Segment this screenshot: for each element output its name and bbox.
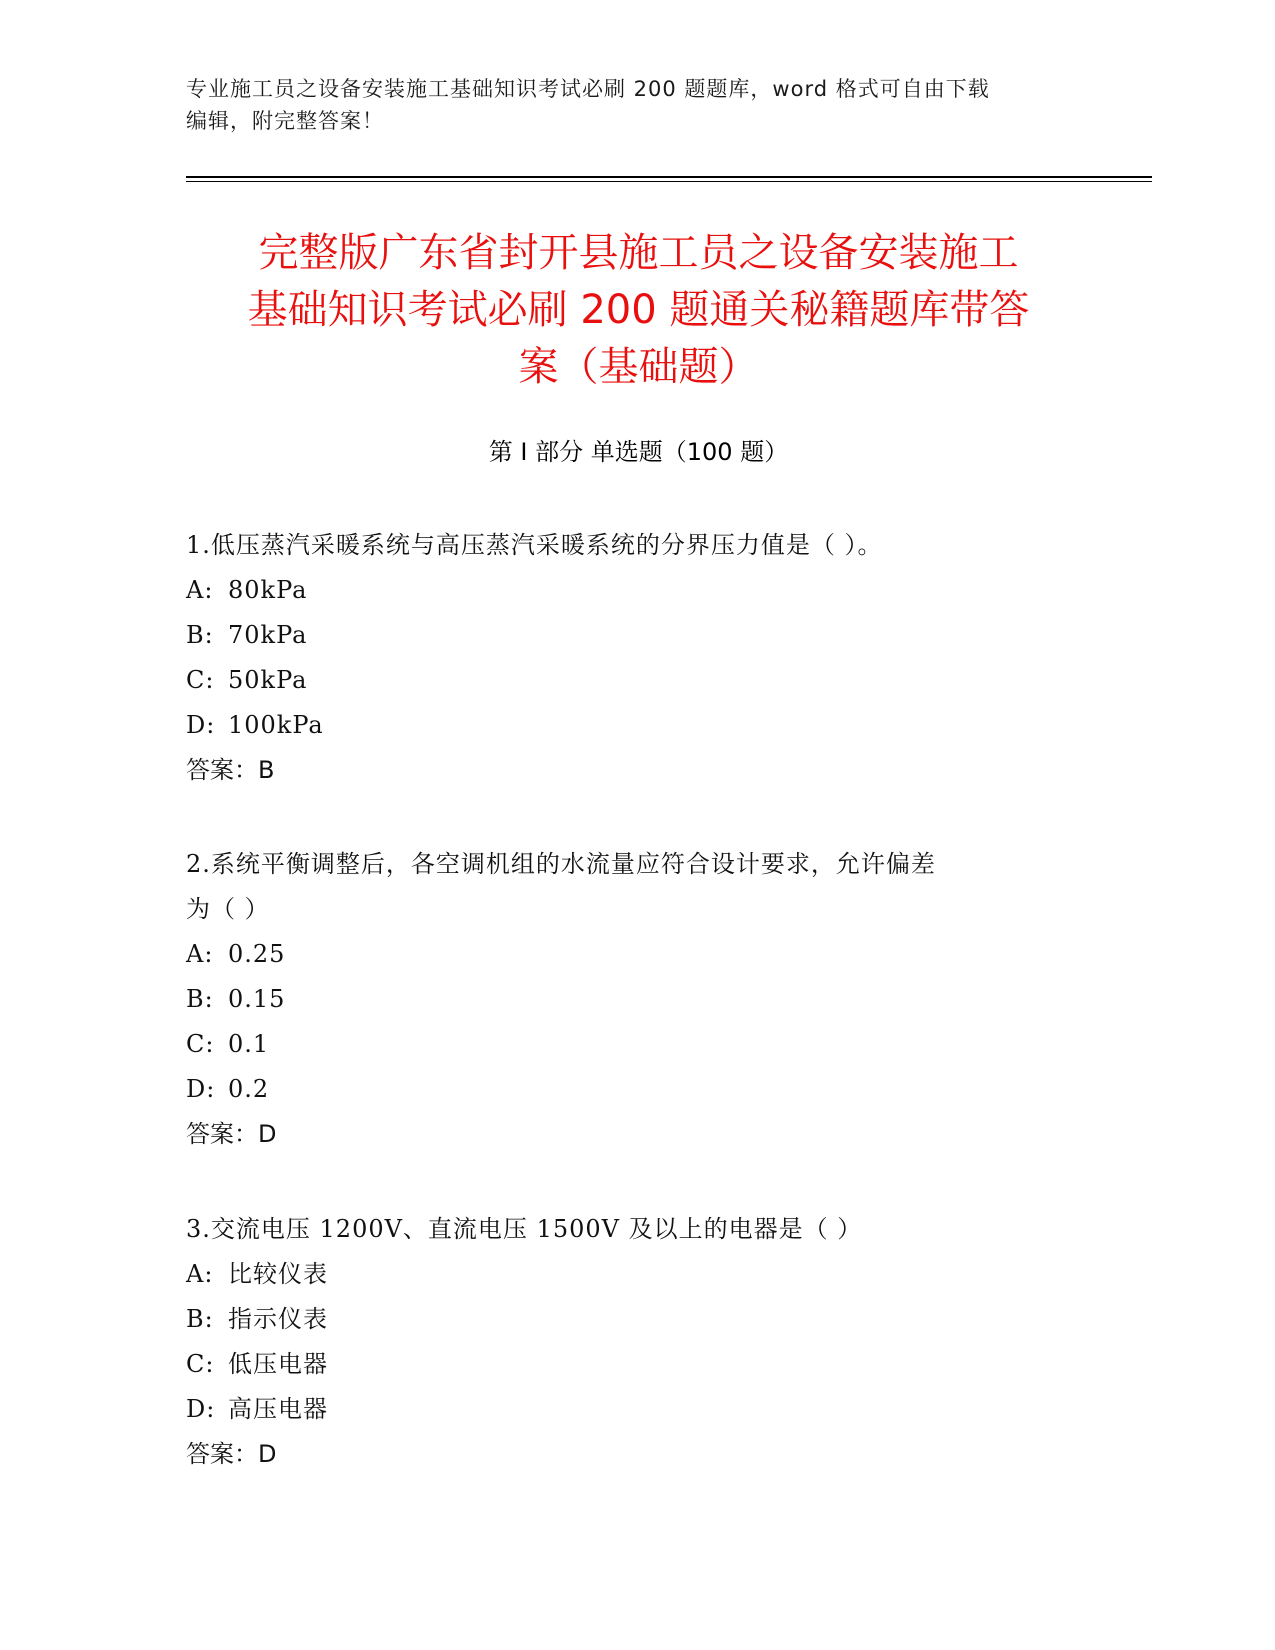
question-2-text-line-2: 为（ ） bbox=[186, 895, 270, 923]
option-text: 50kPa bbox=[228, 666, 308, 694]
option-letter: D: bbox=[186, 711, 216, 739]
option-letter: A: bbox=[186, 1260, 214, 1288]
option-letter: C: bbox=[186, 1030, 215, 1058]
option-letter: C: bbox=[186, 666, 215, 694]
question-3-option-c bbox=[186, 1342, 1066, 1387]
option-text: 0.25 bbox=[228, 940, 286, 968]
document-title-line-3: 案（基础题） bbox=[518, 344, 759, 390]
question-3-text: 3.交流电压 1200V、直流电压 1500V 及以上的电器是（ ） bbox=[186, 1215, 863, 1243]
document-title-line-1: 完整版广东省封开县施工员之设备安装施工 bbox=[258, 230, 1019, 276]
option-text: 80kPa bbox=[228, 576, 308, 604]
option-letter: D: bbox=[186, 1395, 216, 1423]
question-3 bbox=[186, 1207, 1066, 1477]
document-title bbox=[186, 225, 1091, 396]
option-text: 高压电器 bbox=[228, 1395, 328, 1423]
section-title: 第 I 部分 单选题（100 题） bbox=[488, 438, 789, 466]
question-1-option-b bbox=[186, 613, 1066, 658]
question-2-option-d bbox=[186, 1067, 1066, 1112]
option-text: 70kPa bbox=[228, 621, 308, 649]
header-divider-thin bbox=[186, 181, 1152, 182]
option-letter: A: bbox=[186, 576, 214, 604]
header-note-line-1: 专业施工员之设备安装施工基础知识考试必刷 200 题题库，word 格式可自由下载 bbox=[186, 77, 990, 101]
option-letter: B: bbox=[186, 621, 214, 649]
header-note-line-2: 编辑，附完整答案！ bbox=[186, 109, 384, 133]
option-letter: A: bbox=[186, 940, 214, 968]
document-title-line-2: 基础知识考试必刷 200 题通关秘籍题库带答 bbox=[247, 287, 1030, 333]
option-text: 0.15 bbox=[228, 985, 286, 1013]
option-text: 低压电器 bbox=[228, 1350, 328, 1378]
option-letter: D: bbox=[186, 1075, 216, 1103]
question-1 bbox=[186, 523, 1066, 793]
header-divider-thick bbox=[186, 176, 1152, 178]
question-2-option-a bbox=[186, 932, 1066, 977]
question-3-option-a bbox=[186, 1252, 1066, 1297]
question-3-answer: 答案：D bbox=[186, 1440, 277, 1468]
question-1-answer: 答案：B bbox=[186, 756, 275, 784]
question-1-text: 1.低压蒸汽采暖系统与高压蒸汽采暖系统的分界压力值是（ ）。 bbox=[186, 531, 883, 559]
question-1-option-d bbox=[186, 703, 1066, 748]
option-text: 100kPa bbox=[228, 711, 324, 739]
option-text: 比较仪表 bbox=[228, 1260, 328, 1288]
question-2-option-c bbox=[186, 1022, 1066, 1067]
question-3-option-d bbox=[186, 1387, 1066, 1432]
question-2-option-b bbox=[186, 977, 1066, 1022]
option-text: 指示仪表 bbox=[228, 1305, 328, 1333]
question-1-option-c bbox=[186, 658, 1066, 703]
option-letter: C: bbox=[186, 1350, 215, 1378]
option-text: 0.1 bbox=[228, 1030, 270, 1058]
option-text: 0.2 bbox=[228, 1075, 270, 1103]
question-2 bbox=[186, 842, 1066, 1157]
header-note bbox=[186, 73, 1066, 137]
question-2-text-line-1: 2.系统平衡调整后，各空调机组的水流量应符合设计要求，允许偏差 bbox=[186, 850, 936, 878]
question-2-answer: 答案：D bbox=[186, 1120, 277, 1148]
option-letter: B: bbox=[186, 985, 214, 1013]
question-1-option-a bbox=[186, 568, 1066, 613]
question-3-option-b bbox=[186, 1297, 1066, 1342]
option-letter: B: bbox=[186, 1305, 214, 1333]
